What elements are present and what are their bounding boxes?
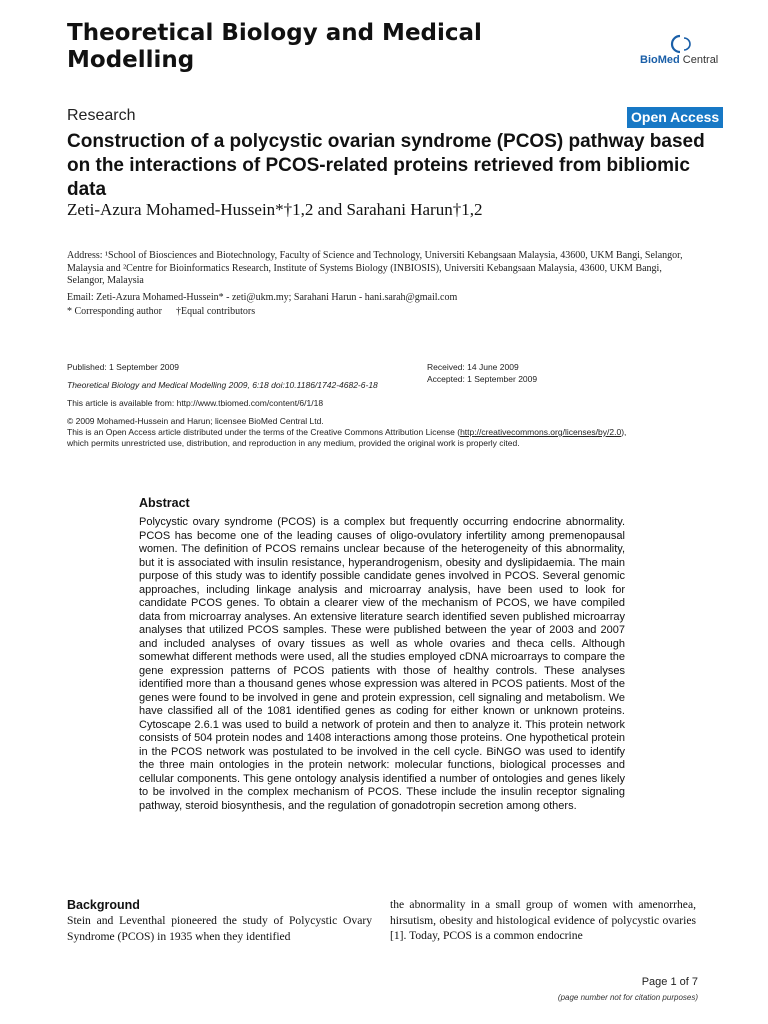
article-title: Construction of a polycystic ovarian syndrome (PCOS) pathway based on the interactions of PCOS-related proteins retrieved from bibliomic data	[67, 131, 705, 200]
biomed-central-logo[interactable]	[640, 32, 730, 72]
open-access-badge: Open Access	[627, 107, 723, 128]
received-date: Received: 14 June 2009	[427, 362, 519, 372]
license-text-c: which permits unrestricted use, distribution, and reproduction in any medium, provided the original work is properly cited.	[67, 438, 520, 448]
logo-brand-bold: BioMed	[640, 54, 680, 66]
accepted-date: Accepted: 1 September 2009	[427, 374, 538, 384]
journal-title-line1: Theoretical Biology and Medical	[67, 20, 482, 46]
journal-title-line2: Modelling	[67, 47, 195, 73]
corresponding-author-note: * Corresponding author	[67, 306, 162, 317]
page-number-note: (page number not for citation purposes)	[557, 993, 698, 1002]
license-line	[67, 427, 707, 438]
equal-contributors-note: †Equal contributors	[176, 306, 256, 317]
background-left-column: Stein and Leventhal pioneered the study of Polycystic Ovary Syndrome (PCOS) in 1935 when they identified	[67, 914, 372, 943]
logo-brand-rest: Central	[679, 54, 719, 66]
background-right-column: the abnormality in a small group of women with amenorrhea, hirsutism, obesity and histological evidence of polycystic ovaries [1]. Today, PCOS is a common endocrine	[390, 898, 696, 942]
background-heading: Background	[67, 898, 140, 912]
published-date: Published: 1 September 2009	[67, 362, 179, 372]
citation-line: Theoretical Biology and Medical Modelling 2009, 6:18 doi:10.1186/1742-4682-6-18	[67, 380, 378, 390]
biomed-logo-icon	[640, 32, 730, 56]
logo-wordmark	[640, 54, 718, 66]
page-number: Page 1 of 7	[641, 976, 698, 988]
author-address: Address: ¹School of Biosciences and Biotechnology, Faculty of Science and Technology, Universiti Kebangsaan Malaysia, 43600, UKM Bangi, Selangor, Malaysia and ²Centre for Bioinformatics Research, Institute of Systems Biology (INBIOSIS), Universiti Kebangsaan Malaysia, 43600, UKM Bangi, Selangor, Malaysia	[67, 250, 683, 286]
license-block	[67, 416, 707, 449]
journal-title	[67, 20, 587, 74]
author-email: Email: Zeti-Azura Mohamed-Hussein* - zeti@ukm.my; Sarahani Harun - hani.sarah@gmail.com	[67, 292, 458, 303]
license-link[interactable]: http://creativecommons.org/licenses/by/2.0	[460, 427, 622, 437]
copyright-line: © 2009 Mohamed-Hussein and Harun; licensee BioMed Central Ltd.	[67, 416, 324, 426]
license-text-a: This is an Open Access article distributed under the terms of the Creative Commons Attribution License (	[67, 427, 461, 437]
author-notes	[67, 306, 255, 317]
license-text-b: ),	[621, 427, 627, 437]
abstract-body: Polycystic ovary syndrome (PCOS) is a complex but frequently occurring endocrine abnormality. PCOS has become one of the leading causes of oligo-ovulatory infertility among premenopausal women. The definition of PCOS remains unclear because of the heterogeneity of this abnormality, but it is associated with insulin resistance, hyperandrogenism, obesity and dyslipidaemia. The main purpose of this study was to identify possible candidate genes involved in PCOS. Several genomic approaches, including linkage analysis and microarray analysis, have been used to look for candidate PCOS genes. To obtain a clearer view of the mechanism of PCOS, we have compiled data from microarray analyses. An extensive literature search identified seven published microarray analyses that utilized PCOS samples. These were published between the year of 2003 and 2007 and included analyses of ovary tissues as well as whole ovaries and theca cells. Although somewhat different methods were used, all the studies employed cDNA microarrays to compare the gene expression patterns of PCOS patients with those of healthy controls. These analyses identified more than a thousand genes whose expression was altered in PCOS patients. Most of the genes were found to be involved in gene and protein expression, cell signaling and metabolism. We have classified all of the 1081 identified genes as coding for either known or unknown proteins. Cytoscape 2.6.1 was used to build a network of protein and then to analyze it. This protein network consists of 504 protein nodes and 1408 interactions among those proteins. One hypothetical protein in the PCOS network was postulated to be involved in the cell cycle. BiNGO was used to identify the three main ontologies in the protein network: molecular functions, biological processes and cellular components. This gene ontology analysis identified a number of ontologies and genes likely to be involved in the complex mechanism of PCOS. These include the insulin receptor signaling pathway, steroid biosynthesis, and the regulation of gonadotropin secretion among others.	[139, 516, 625, 812]
article-url[interactable]: This article is available from: http://www.tbiomed.com/content/6/1/18	[67, 398, 324, 408]
section-label: Research	[67, 107, 136, 124]
article-authors: Zeti-Azura Mohamed-Hussein*†1,2 and Sarahani Harun†1,2	[67, 200, 483, 219]
abstract-heading: Abstract	[139, 496, 190, 510]
